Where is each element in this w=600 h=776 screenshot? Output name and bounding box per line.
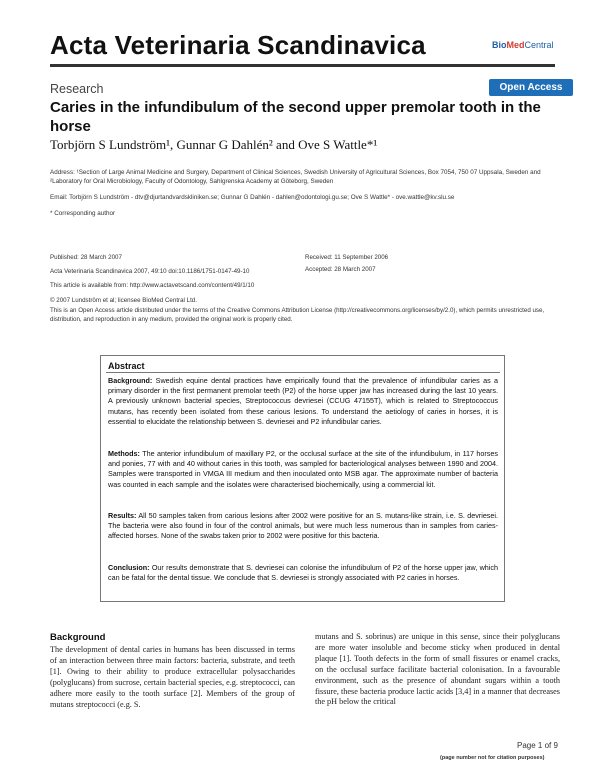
corresponding-author-note: * Corresponding author <box>50 210 116 217</box>
background-heading: Background <box>50 632 106 643</box>
article-url[interactable]: This article is available from: http://www.actavetscand.com/content/49/1/10 <box>50 282 255 289</box>
header-rule <box>50 64 555 67</box>
article-title: Caries in the infundibulum of the second upper premolar tooth in the horse <box>50 99 541 135</box>
abstract-heading: Abstract <box>108 361 145 371</box>
copyright-notice: © 2007 Lundström et al; licensee BioMed Central Ltd. <box>50 297 197 304</box>
accepted-date: Accepted: 28 March 2007 <box>305 266 376 273</box>
abstract-background: Background: Swedish equine dental practices have empirically found that the prevalence of infundibular caries as a primary disorder in the first permanent premolar teeth (P2) of the horse upper jaw has increased during the last 10 years. A previously unknown bacterial species, Streptococcus devriesei (CCUG 47155T), which is related to Streptococcus mutans, has recently been isolated from these carious lesions. To understand the aetiology of caries in horses, it is essential to elucidate the relationship between S. devriesei and P2 infundibular caries. <box>108 376 498 426</box>
author-emails: Email: Torbjörn S Lundström - dtv@djurtandvardskliniken.se; Gunnar G Dahlén - dahlen@odontologi.gu.se; Ove S Wattle* - ove.wattle@kv.slu.se <box>50 194 455 201</box>
journal-title: Acta Veterinaria Scandinavica <box>50 30 426 60</box>
article-type: Research <box>50 82 104 96</box>
page-number-note: (page number not for citation purposes) <box>440 755 545 761</box>
affiliation-address: Address: ¹Section of Large Animal Medicine and Surgery, Department of Clinical Sciences, Swedish University of Agricultural Sciences, Box 7054, 750 07 Uppsala, Sweden and ²Laboratory for Oral Microbiology, Faculty of Odontology, Sahlgrenska Academy at Göteborg, Sweden <box>50 169 541 185</box>
received-date: Received: 11 September 2006 <box>305 254 389 261</box>
open-access-badge: Open Access <box>489 79 573 96</box>
abstract-results: Results: All 50 samples taken from carious lesions after 2002 were positive for an S. mutans-like strain, i.e. S. devriesei. The bacteria were also found in four of the control animals, but were much less numerous than in samples from caries-affected horses. None of the swabs taken prior to 2002 were positive for this bacteria. <box>108 511 498 541</box>
author-list: Torbjörn S Lundström¹, Gunnar G Dahlén² and Ove S Wattle*¹ <box>50 137 378 152</box>
abstract-methods: Methods: The anterior infundibulum of maxillary P2, or the occlusal surface at the site of the infundibulum, in 117 horses and ponies, 77 with and 40 without caries in this tooth, was sampled for bacteriological analyses between 1990 and 2004. Samples were transported in VMGA III medium and then inoculated onto MSB agar. The approximate number of bacteria was counted in each sample and the isolates were characterised biochemically, using a commercial kit. <box>108 449 498 489</box>
page-number: Page 1 of 9 <box>517 741 558 750</box>
body-column-right: mutans and S. sobrinus) are unique in this sense, since their polyglucans are more water insoluble and become sticky when produced in dental plaque [1]. Tooth defects in the form of small fissures or enamel cracks, on the occlusal surface facilitate bacterial colonisation. In a favourable environment, such as the presence of abundant sugars within a tooth fissure, these bacteria produce lactic acids [3,4] in a manner that decreases the pH below the critical <box>315 632 560 707</box>
citation: Acta Veterinaria Scandinavica 2007, 49:10 doi:10.1186/1751-0147-49-10 <box>50 268 250 275</box>
published-date: Published: 28 March 2007 <box>50 254 122 261</box>
license-text: This is an Open Access article distributed under the terms of the Creative Commons Attribution License (http://creativecommons.org/licenses/by/2.0), which permits unrestricted use, distribution, and reproduction in any medium, provided the original work is properly cited. <box>50 307 545 323</box>
abstract-rule <box>106 372 500 373</box>
biomed-central-logo: BioMedCentral <box>492 40 554 50</box>
body-column-left: The development of dental caries in humans has been discussed in terms of an interaction between three main factors: bacteria, substrate, and teeth [1]. Owing to their ability to produce extracellular polysaccharides (polyglucans) from sucrose, certain bacterial species, e.g. streptococci, can adhere more easily to the tooth surface [2]. Members of the group of mutans streptococci (e.g. S. <box>50 645 295 709</box>
abstract-conclusion: Conclusion: Our results demonstrate that S. devriesei can colonise the infundibulum of P2 of the horse upper jaw, which can be fatal for the dental tissue. We conclude that S. devriesei is strongly associated with P2 caries in horses. <box>108 563 498 583</box>
